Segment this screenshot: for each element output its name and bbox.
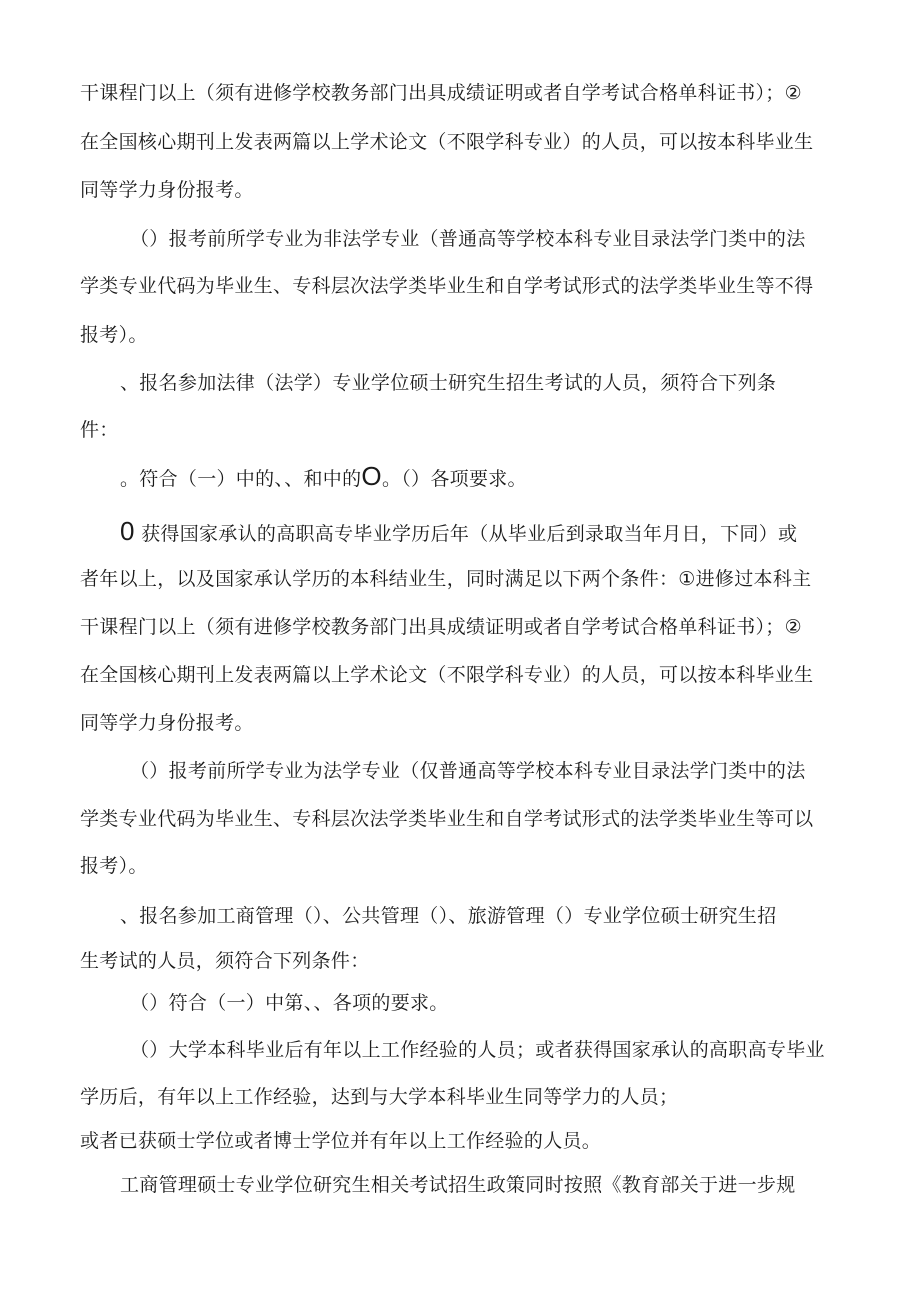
text-line: 同等学力身份报考。: [80, 179, 254, 201]
text-line: （）报考前所学专业为法学专业（仅普通高等学校本科专业目录法学门类中的法: [130, 760, 806, 782]
text-line: （）大学本科毕业后有年以上工作经验的人员；或者获得国家承认的高职高专毕业: [130, 1039, 825, 1061]
text-line-with-symbol: [120, 463, 527, 492]
text-line: 干课程门以上（须有进修学校教务部门出具成绩证明或者自学考试合格单科证书）；②: [80, 82, 802, 104]
text-line: 在全国核心期刊上发表两篇以上学术论文（不限学科专业）的人员，可以按本科毕业生: [80, 664, 814, 686]
text-line: 生考试的人员，须符合下列条件：: [80, 950, 370, 972]
text-segment: 获得国家承认的高职高专毕业学历后年（从毕业后到录取当年月日，下同）或: [141, 523, 798, 545]
text-line: 在全国核心期刊上发表两篇以上学术论文（不限学科专业）的人员，可以按本科毕业生: [80, 131, 814, 153]
text-line: 者年以上，以及国家承认学历的本科结业生，同时满足以下两个条件：①进修过本科主: [80, 568, 812, 590]
text-line: 同等学力身份报考。: [80, 712, 254, 734]
text-line: 学类专业代码为毕业生、专科层次法学类毕业生和自学考试形式的法学类毕业生等可以: [80, 808, 814, 830]
text-line: 学历后，有年以上工作经验，达到与大学本科毕业生同等学力的人员；: [80, 1086, 679, 1108]
text-line: 、报名参加法律（法学）专业学位硕士研究生招生考试的人员，须符合下列条: [120, 372, 777, 394]
symbol-zero: 0: [120, 516, 135, 546]
text-line: 报考）。: [80, 855, 148, 877]
text-line: 学类专业代码为毕业生、专科层次法学类毕业生和自学考试形式的法学类毕业生等不得: [80, 275, 814, 297]
text-line: 报考）。: [80, 324, 148, 346]
text-line: 、报名参加工商管理（）、公共管理（）、旅游管理（）专业学位硕士研究生招: [120, 905, 777, 927]
symbol-o: O: [361, 461, 382, 491]
text-line: 干课程门以上（须有进修学校教务部门出具成绩证明或者自学考试合格单科证书）；②: [80, 616, 802, 638]
text-line-with-symbol: [120, 518, 797, 547]
text-line: 工商管理硕士专业学位研究生相关考试招生政策同时按照《教育部关于进一步规: [120, 1174, 796, 1196]
text-segment: 。符合（一）中的、、和中的: [120, 468, 362, 490]
text-line: 或者已获硕士学位或者博士学位并有年以上工作经验的人员。: [80, 1130, 602, 1152]
text-line: （）符合（一）中第、、各项的要求。: [130, 992, 449, 1014]
text-segment: 。（）各项要求。: [381, 468, 527, 490]
text-line: （）报考前所学专业为非法学专业（普通高等学校本科专业目录法学门类中的法: [130, 228, 806, 250]
text-line: 件：: [80, 419, 119, 441]
